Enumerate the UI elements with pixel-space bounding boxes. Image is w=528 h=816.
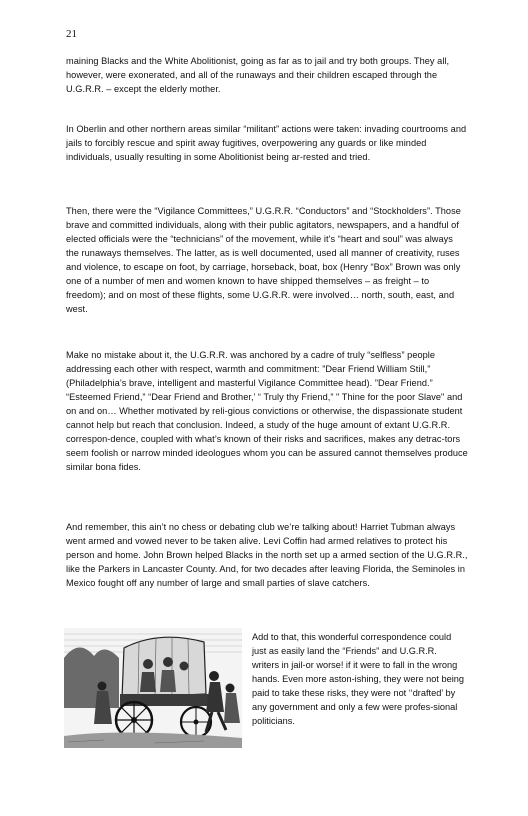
body-paragraph-2: In Oberlin and other northern areas similar “militant” actions were taken: invading courtrooms and jails to forcibly rescue and spirit away fugitives, overpowering any guards or like minded individuals, usually resulting in some Abolitionist being ar-rested and tried.: [66, 124, 467, 162]
body-paragraph-1: maining Blacks and the White Abolitionist, going as far as to jail and try both groups. They all, however, were exonerated, and all of the runaways and their children escaped through the U.G.R.R. – except the elderly mother.: [66, 56, 450, 94]
page-number: 21: [66, 28, 77, 40]
figure-side-paragraph: Add to that, this wonderful correspondence could just as easily land the “Friends” and U.G.R.R. writers in jail-or worse! if it were to fall in the wrong hands. Even more aston-ishing, they were not being paid to take these risks, they were not ‘‘drafted’ by any government and only a few were profes-sional politicians.: [252, 632, 464, 726]
body-paragraph-5: And remember, this ain’t no chess or debating club we’re talking about! Harriet Tubman always went armed and vowed never to be taken alive. Levi Coffin had armed relatives to protect his person and home. John Brown helped Blacks in the north set up a armed section of the U.G.R.R., like the Parkers in Lancaster County. And, for two decades after leaving Florida, the Seminoles in Mexico fought off any number of large and small parties of slave catchers.: [66, 522, 468, 588]
body-paragraph-4: Make no mistake about it, the U.G.R.R. was anchored by a cadre of truly “selfless” people addressing each other with respect, warmth and commitment: ”Dear Friend William Still,” (Philadelphia’s brave, intelligent and masterful Vigilance Committee head). ”Dear Friend.” “Esteemed Friend,” “Dear Friend and Brother,’ “ Truly thy Friend,” " Thine for the poor Slave" and on and on… Whether motivated by reli-gious convictions or otherwise, the dispassionate student cannot help but reach that conclusion. Indeed, a study of the huge amount of extant U.G.R.R. correspon-dence, coupled with what’s known of their risks and sacrifices, makes any detrac-tors seem foolish or narrow minded ideologues whom you can be assured cannot themselves produce similar bona fides.: [66, 350, 468, 472]
body-paragraph-3: Then, there were the “Vigilance Committees,” U.G.R.R. “Conductors” and “Stockholders”. Those brave and committed individuals, along with their public agitators, newspapers, and a handful of elected officials were the “technicians” of the movement, while it’s “heart and soul” was always the runaways themselves. The latter, as is well documented, used all manner of creativity, ruses and violence, to escape on foot, by carriage, horseback, boat, box (Henry “Box” Brown was only one of a number of men and women known to have shipped themselves – as freight – to freedom); and on most of these flights, some U.G.R.R. were involved… north, south, east, and west.: [66, 206, 461, 314]
wagon-illustration: [64, 628, 242, 748]
